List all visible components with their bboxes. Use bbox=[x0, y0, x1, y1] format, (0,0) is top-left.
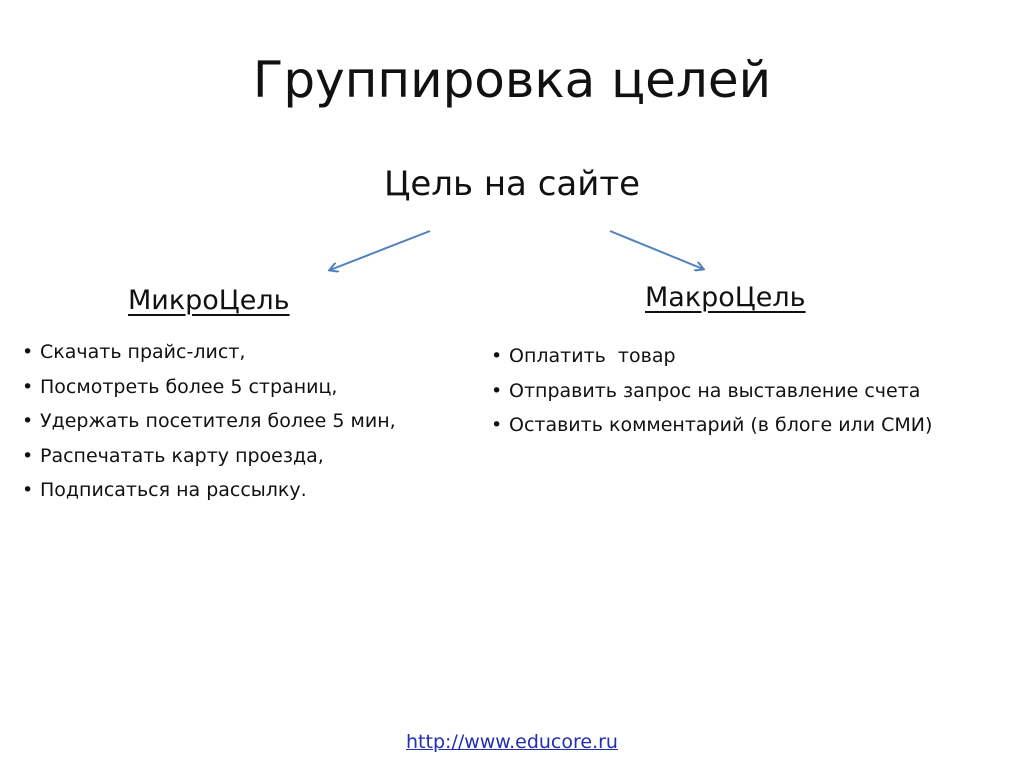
list-item-text: Удержать посетителя более 5 мин, bbox=[40, 410, 396, 432]
arrow-to-macro bbox=[610, 231, 703, 269]
macro-goal-list bbox=[491, 339, 932, 443]
bullet-icon: • bbox=[491, 345, 503, 367]
slide-title: Группировка целей bbox=[252, 51, 772, 109]
list-item bbox=[491, 374, 932, 409]
list-item bbox=[22, 473, 396, 508]
bullet-icon: • bbox=[22, 341, 34, 363]
micro-goal-list bbox=[22, 335, 396, 508]
list-item bbox=[22, 370, 396, 405]
bullet-icon: • bbox=[22, 444, 34, 467]
bullet-icon: • bbox=[22, 479, 34, 501]
bullet-icon: • bbox=[491, 379, 503, 402]
list-item-text: Оплатить товар bbox=[509, 345, 676, 367]
list-item bbox=[491, 408, 932, 443]
root-goal-label: Цель на сайте bbox=[383, 164, 641, 204]
list-item-text: Посмотреть более 5 страниц, bbox=[40, 375, 338, 398]
list-item-text: Распечатать карту проезда, bbox=[40, 444, 324, 467]
bullet-icon: • bbox=[491, 414, 503, 436]
footer bbox=[0, 729, 1024, 755]
list-item-text: Отправить запрос на выставление счета bbox=[509, 379, 921, 402]
list-item bbox=[22, 439, 396, 474]
list-item bbox=[491, 339, 932, 374]
arrow-to-micro bbox=[330, 231, 430, 270]
list-item bbox=[22, 404, 396, 439]
list-item-text: Скачать прайс-лист, bbox=[40, 341, 246, 363]
bullet-icon: • bbox=[22, 410, 34, 432]
list-item-text: Оставить комментарий (в блоге или СМИ) bbox=[509, 414, 933, 436]
website-link[interactable]: http://www.educore.ru bbox=[406, 731, 618, 753]
micro-goal-heading: МикроЦель bbox=[128, 285, 290, 316]
macro-goal-heading: МакроЦель bbox=[645, 282, 806, 313]
list-item bbox=[22, 335, 396, 370]
list-item-text: Подписаться на рассылку. bbox=[40, 479, 307, 501]
bullet-icon: • bbox=[22, 375, 34, 398]
